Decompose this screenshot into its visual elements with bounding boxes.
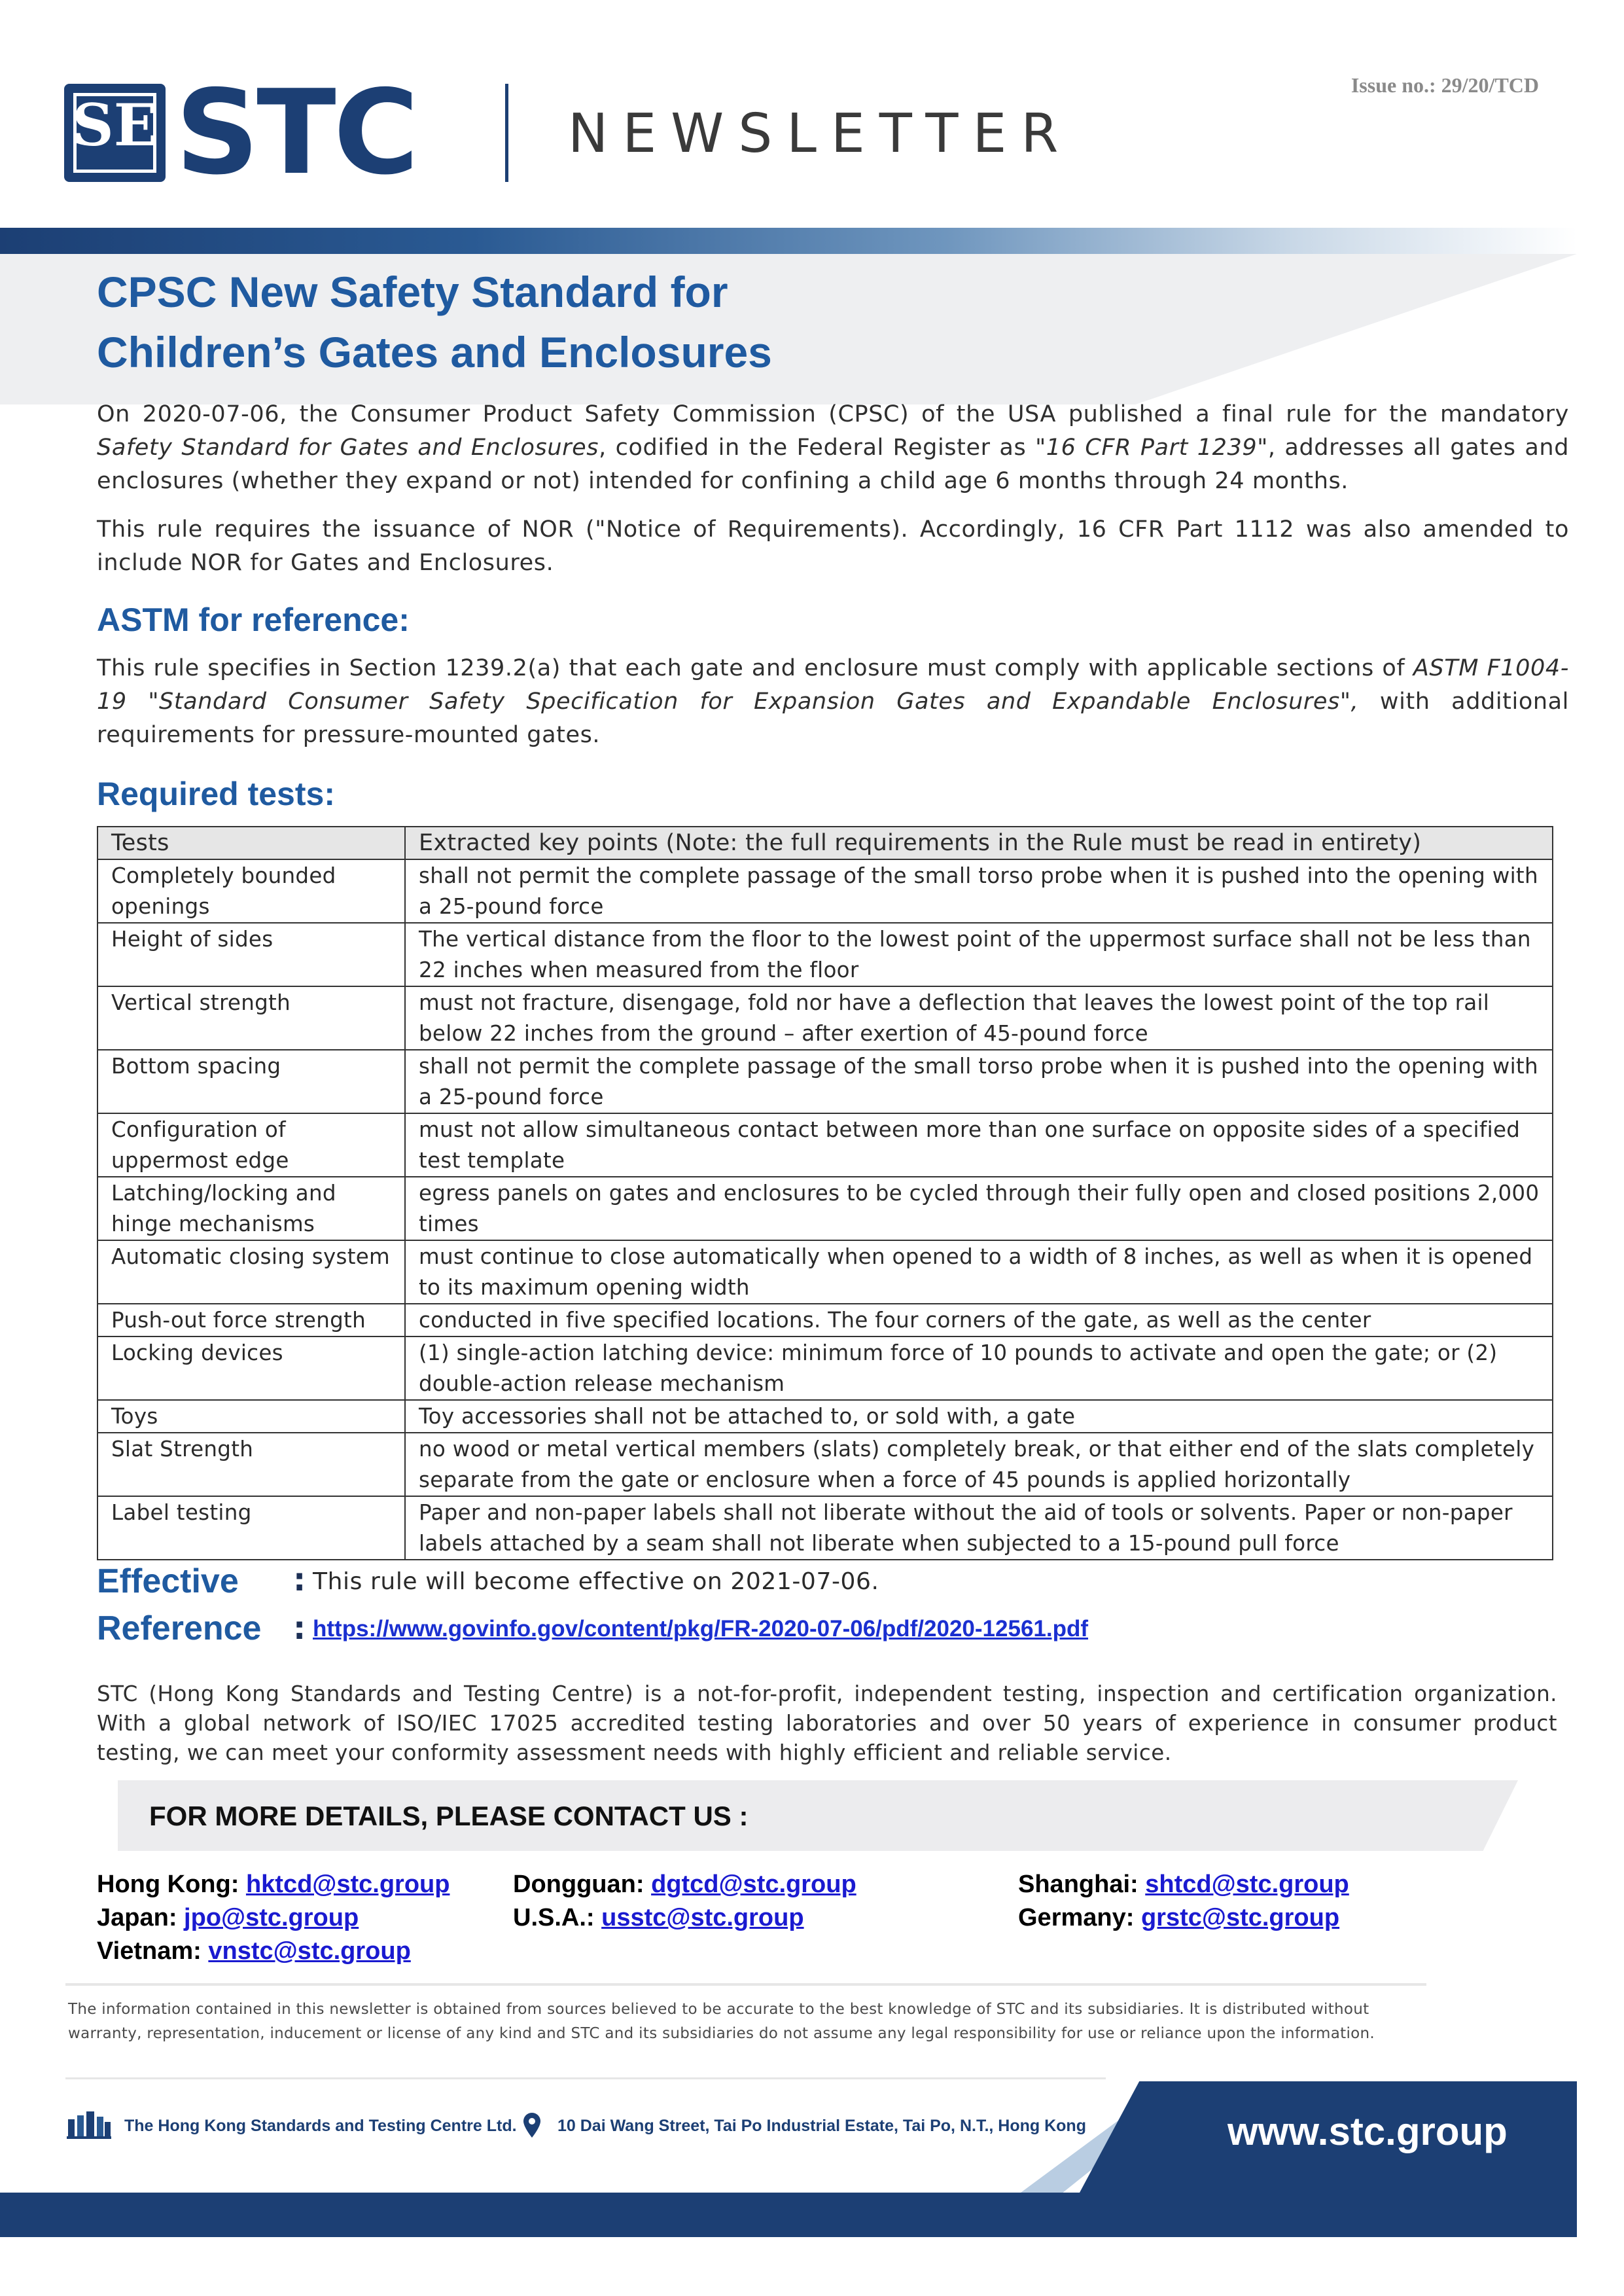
effective-date-text: This rule will become effective on 2021-07-06. [313,1568,879,1595]
footer-company-name: The Hong Kong Standards and Testing Centre Ltd. [124,2117,517,2135]
key-points-cell: Toy accessories shall not be attached to, or sold with, a gate [405,1400,1553,1433]
key-points-cell: no wood or metal vertical members (slats) completely break, or that either end of the slats completely separate from the gate or enclosure when a force of 45 pounds is applied horizontally [405,1433,1553,1496]
key-points-cell: conducted in five specified locations. The four corners of the gate, as well as the center [405,1304,1553,1336]
reference-link[interactable]: https://www.govinfo.gov/content/pkg/FR-2020-07-06/pdf/2020-12561.pdf [313,1616,1089,1641]
key-points-cell: must not fracture, disengage, fold nor have a deflection that leaves the lowest point of the top rail below 22 inches from the ground – after exertion of 45-pound force [405,986,1553,1050]
key-points-cell: egress panels on gates and enclosures to be cycled through their fully open and closed positions 2,000 times [405,1177,1553,1240]
table-row [97,923,1553,986]
astm-paragraph: This rule specifies in Section 1239.2(a) that each gate and enclosure must comply with applicable sections of ASTM F1004-19 "Standard Consumer Safety Specification for Expansion Gates and Expandable Enclosures", with additional requirements for pressure-mounted gates. [97,655,1570,748]
location-pin-icon [523,2113,540,2138]
email-link-vietnam[interactable]: vnstc@stc.group [208,1937,411,1965]
column-header-key-points: Extracted key points (Note: the full requirements in the Rule must be read in entirety) [405,827,1553,859]
table-row [97,1177,1553,1240]
email-link-japan[interactable]: jpo@stc.group [184,1904,359,1931]
article-title [97,262,772,382]
test-name-cell: Toys [97,1400,405,1433]
test-name-cell: Latching/locking and hinge mechanisms [97,1177,405,1240]
table-row [97,986,1553,1050]
publication-title: NEWSLETTER [568,103,1073,165]
divider [65,2077,1106,2079]
test-name-cell: Label testing [97,1496,405,1560]
table-row [97,1304,1553,1336]
test-name-cell: Configuration of uppermost edge [97,1113,405,1177]
email-link-hong-kong[interactable]: hktcd@stc.group [245,1871,450,1898]
key-points-cell: shall not permit the complete passage of the small torso probe when it is pushed into the opening with a 25-pound force [405,1050,1553,1113]
footer-bar [0,2193,1577,2237]
table-row [97,1400,1553,1433]
email-link-usa[interactable]: usstc@stc.group [601,1904,804,1931]
key-points-cell: shall not permit the complete passage of the small torso probe when it is pushed into the opening with a 25-pound force [405,859,1553,923]
table-row [97,1496,1553,1560]
key-points-cell: must continue to close automatically when opened to a width of 8 inches, as well as when it is opened to its maximum opening width [405,1240,1553,1304]
table-row [97,1433,1553,1496]
divider [65,1983,1426,1986]
test-name-cell: Automatic closing system [97,1240,405,1304]
header-gradient-band [0,228,1577,254]
test-name-cell: Vertical strength [97,986,405,1050]
article-title-line-1: CPSC New Safety Standard for [97,268,728,316]
table-row [97,1113,1553,1177]
effective-label: Effective [97,1562,239,1600]
test-name-cell: Height of sides [97,923,405,986]
required-tests-heading: Required tests: [97,776,335,812]
email-link-shanghai[interactable]: shtcd@stc.group [1145,1871,1349,1898]
disclaimer-text: The information contained in this newsletter is obtained from sources believed to be accurate to the best knowledge of STC and its subsidiaries. It is distributed without warranty, representation, inducement or license of any kind and STC and its subsidiaries do not assume any legal responsibility for use or reliance upon the information. [68,2001,1375,2042]
footer-website[interactable]: www.stc.group [1227,2109,1508,2153]
nor-paragraph: This rule requires the issuance of NOR ("Notice of Requirements). Accordingly, 16 CFR Part 1112 was also amended to include NOR for Gates and Enclosures. [97,516,1569,576]
test-name-cell: Slat Strength [97,1433,405,1496]
test-name-cell: Bottom spacing [97,1050,405,1113]
table-row [97,1050,1553,1113]
table-row [97,1336,1553,1400]
building-icon [65,2110,113,2139]
footer-address: 10 Dai Wang Street, Tai Po Industrial Estate, Tai Po, N.T., Hong Kong [557,2117,1086,2135]
table-header-row [97,827,1553,859]
contact-usa: U.S.A.: usstc@stc.group [513,1904,804,1931]
contact-dongguan: Dongguan: dgtcd@stc.group [513,1871,856,1898]
issue-number: Issue no.: 29/20/TCD [1350,73,1539,97]
key-points-cell: The vertical distance from the floor to the lowest point of the uppermost surface shall not be less than 22 inches when measured from the floor [405,923,1553,986]
table-row [97,1240,1553,1304]
about-stc-paragraph: STC (Hong Kong Standards and Testing Centre) is a not-for-profit, independent testing, inspection and certification organization. With a global network of ISO/IEC 17025 accredited testing laboratories and over 50 years of experience in consumer product testing, we can meet your conformity assessment needs with highly efficient and reliable service. [97,1681,1557,1765]
email-link-germany[interactable]: grstc@stc.group [1140,1904,1340,1931]
contact-title: FOR MORE DETAILS, PLEASE CONTACT US : [149,1801,749,1831]
contact-germany: Germany: grstc@stc.group [1018,1904,1340,1931]
logo-glyph: SE [72,91,158,159]
test-name-cell: Push-out force strength [97,1304,405,1336]
test-name-cell: Completely bounded openings [97,859,405,923]
contact-hong-kong: Hong Kong: hktcd@stc.group [97,1871,450,1898]
effective-colon: : [293,1562,306,1598]
stc-logo-text: STC [175,65,417,200]
column-header-tests: Tests [97,827,405,859]
key-points-cell: must not allow simultaneous contact between more than one surface on opposite sides of a specified test template [405,1113,1553,1177]
reference-colon: : [293,1610,306,1647]
article-title-line-2: Children’s Gates and Enclosures [97,328,772,376]
header-divider [505,84,508,182]
key-points-cell: Paper and non-paper labels shall not liberate without the aid of tools or solvents. Paper or non-paper labels attached by a seam shall not liberate when subjected to a 15-pound pull force [405,1496,1553,1560]
contact-japan: Japan: jpo@stc.group [97,1904,359,1931]
reference-label: Reference [97,1609,262,1647]
email-link-dongguan[interactable]: dgtcd@stc.group [651,1871,856,1898]
contact-vietnam: Vietnam: vnstc@stc.group [97,1937,411,1965]
required-tests-table [97,826,1553,1560]
astm-heading: ASTM for reference: [97,601,410,638]
contact-shanghai: Shanghai: shtcd@stc.group [1018,1871,1349,1898]
intro-paragraph: On 2020-07-06, the Consumer Product Safety Commission (CPSC) of the USA published a final rule for the mandatory Safety Standard for Gates and Enclosures, codified in the Federal Register as "16 CFR Part 1239", addresses all gates and enclosures (whether they expand or not) intended for confining a child age 6 months through 24 months. [97,401,1570,494]
stc-logo-mark [64,84,166,182]
test-name-cell: Locking devices [97,1336,405,1400]
table-row [97,859,1553,923]
key-points-cell: (1) single-action latching device: minimum force of 10 pounds to activate and open the gate; or (2) double-action release mechanism [405,1336,1553,1400]
